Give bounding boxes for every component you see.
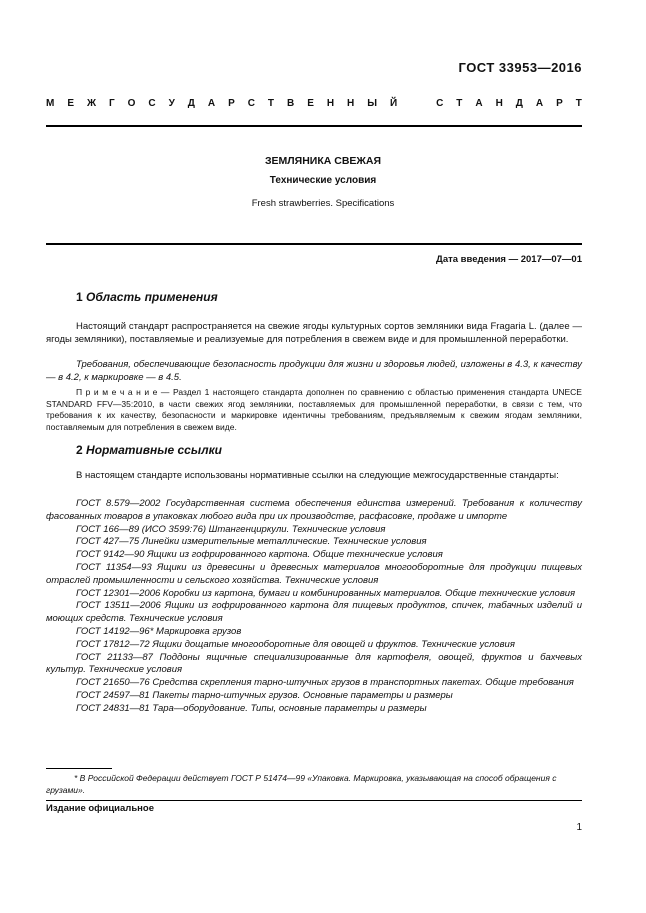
reference-item: ГОСТ 12301—2006 Коробки из картона, бумаги и комбинированных материалов. Общие технические условия <box>76 587 576 599</box>
header-rule <box>46 125 582 127</box>
section-2-title: Нормативные ссылки <box>86 443 222 457</box>
interstate-letter: Н <box>347 98 355 109</box>
reference-item: ГОСТ 13511—2006 Ящики из гофрированного картона для пищевых продуктов, спичек, табачных изделий и моющих средств. Технические условия <box>46 600 582 625</box>
interstate-letter: С <box>247 98 255 109</box>
note-label: П р и м е ч а н и е <box>76 387 158 397</box>
reference-item: ГОСТ 17812—72 Ящики дощатые многооборотные для овощей и фруктов. Технические условия <box>76 638 515 650</box>
interstate-letter: У <box>168 98 175 109</box>
footnote-text: * В Российской Федерации действует ГОСТ Р 51474—99 «Упаковка. Маркировка, указывающая на способ обращения с грузами». <box>46 773 557 795</box>
footnote <box>46 773 582 796</box>
interstate-letter: Р <box>228 98 235 109</box>
interstate-letter: Н <box>326 98 335 109</box>
normative-references-list <box>46 498 582 716</box>
edition-rule <box>46 800 582 801</box>
section-2-intro-text: В настоящем стандарте использованы нормативные ссылки на следующие межгосударственные стандарты: <box>76 470 559 481</box>
interstate-letter: Р <box>556 98 563 109</box>
section-1-heading <box>76 290 218 304</box>
reference-item: ГОСТ 9142—90 Ящики из гофрированного картона. Общие технические условия <box>76 549 443 561</box>
interstate-letter: Д <box>515 98 523 109</box>
interstate-letter: Г <box>108 98 115 109</box>
interstate-letter: Ы <box>367 98 378 109</box>
gost-number: ГОСТ 33953—2016 <box>458 60 582 75</box>
document-title-english: Fresh strawberries. Specifications <box>251 198 395 209</box>
section-1-title: Область применения <box>86 290 218 304</box>
document-title: ЗЕМЛЯНИКА СВЕЖАЯ <box>264 155 382 167</box>
section-1-p2-text: Требования, обеспечивающие безопасность продукции для жизни и здоровья людей, изложены в 4.3, к качеству — в 4.2, к маркировке — в 4.5. <box>46 359 582 383</box>
reference-item: ГОСТ 11354—93 Ящики из древесины и древесных материалов многооборотные для продукции пищевых отраслей промышленности и сельского хозяйства. Технические условия <box>46 561 582 586</box>
reference-item: ГОСТ 21650—76 Средства скрепления тарно-штучных грузов в транспортных пакетах. Общие требования <box>76 677 574 689</box>
interstate-letter: О <box>127 98 136 109</box>
reference-item: ГОСТ 427—75 Линейки измерительные металлические. Технические условия <box>76 536 427 548</box>
section-1-paragraph-1 <box>46 321 582 347</box>
interstate-letter: Д <box>187 98 195 109</box>
reference-item: ГОСТ 24831—81 Тара—оборудование. Типы, основные параметры и размеры <box>76 702 427 714</box>
interstate-letter: В <box>286 98 295 109</box>
section-2-intro <box>46 470 582 483</box>
reference-item: ГОСТ 21133—87 Поддоны ящичные специализированные для картофеля, овощей, фруктов и бахчевых культур. Технические условия <box>46 651 582 676</box>
section-2-number: 2 <box>76 443 83 457</box>
document-subtitle: Технические условия <box>269 175 377 186</box>
reference-item: ГОСТ 8.579—2002 Государственная система обеспечения единства измерений. Требования к количеству фасованных товаров в упаковках любого вида при их производстве, расфасовке, продаже и импорте <box>46 498 582 522</box>
interstate-letter: А <box>475 98 483 109</box>
interstate-letter: А <box>207 98 216 109</box>
interstate-standard-heading <box>46 98 582 109</box>
footnote-separator <box>46 768 112 769</box>
interstate-letter: Т <box>575 98 582 109</box>
section-2-heading <box>76 443 222 457</box>
section-1-number: 1 <box>76 290 83 304</box>
interstate-letter: С <box>148 98 156 109</box>
reference-item: ГОСТ 14192—96* Маркировка грузов <box>76 625 242 637</box>
page-number: 1 <box>576 822 582 833</box>
interstate-letter: А <box>535 98 544 109</box>
interstate-letter: М <box>46 98 55 109</box>
interstate-letter: Е <box>307 98 314 109</box>
interstate-letter: Ж <box>86 98 96 109</box>
title-rule <box>46 243 582 245</box>
section-1-note <box>46 387 582 433</box>
section-1-p1-text: Настоящий стандарт распространяется на свежие ягоды культурных сортов земляники вида Fragaria L. (далее — ягоды земляники), поставляемые и реализуемые для потребления в свежем виде и для промышленной переработки. <box>46 321 582 345</box>
interstate-letter: С <box>436 98 444 109</box>
introduction-date: Дата введения — 2017—07—01 <box>436 254 582 265</box>
interstate-letter: Е <box>67 98 74 109</box>
reference-item: ГОСТ 166—89 (ИСО 3599:76) Штангенциркули. Технические условия <box>76 523 386 535</box>
note-text: — Раздел 1 настоящего стандарта дополнен по сравнению с областью применения стандарта UNECE STANDARD FFV—35:2010, в части свежих ягод земляники, поставляемых для промышленной переработки, в связи с тем, что требования к их качеству, безопасности и маркировке идентичны требованиям, предъявляемым к свежим ягодам земляники, поставляемым для потребления в свежем виде. <box>46 387 582 432</box>
reference-item: ГОСТ 24597—81 Пакеты тарно-штучных грузов. Основные параметры и размеры <box>76 689 453 701</box>
interstate-letter: Й <box>390 98 398 109</box>
interstate-letter: Н <box>495 98 503 109</box>
edition-label: Издание официальное <box>46 803 154 814</box>
interstate-letter: Т <box>456 98 463 109</box>
interstate-letter: Т <box>267 98 275 109</box>
section-1-paragraph-2 <box>46 359 582 385</box>
